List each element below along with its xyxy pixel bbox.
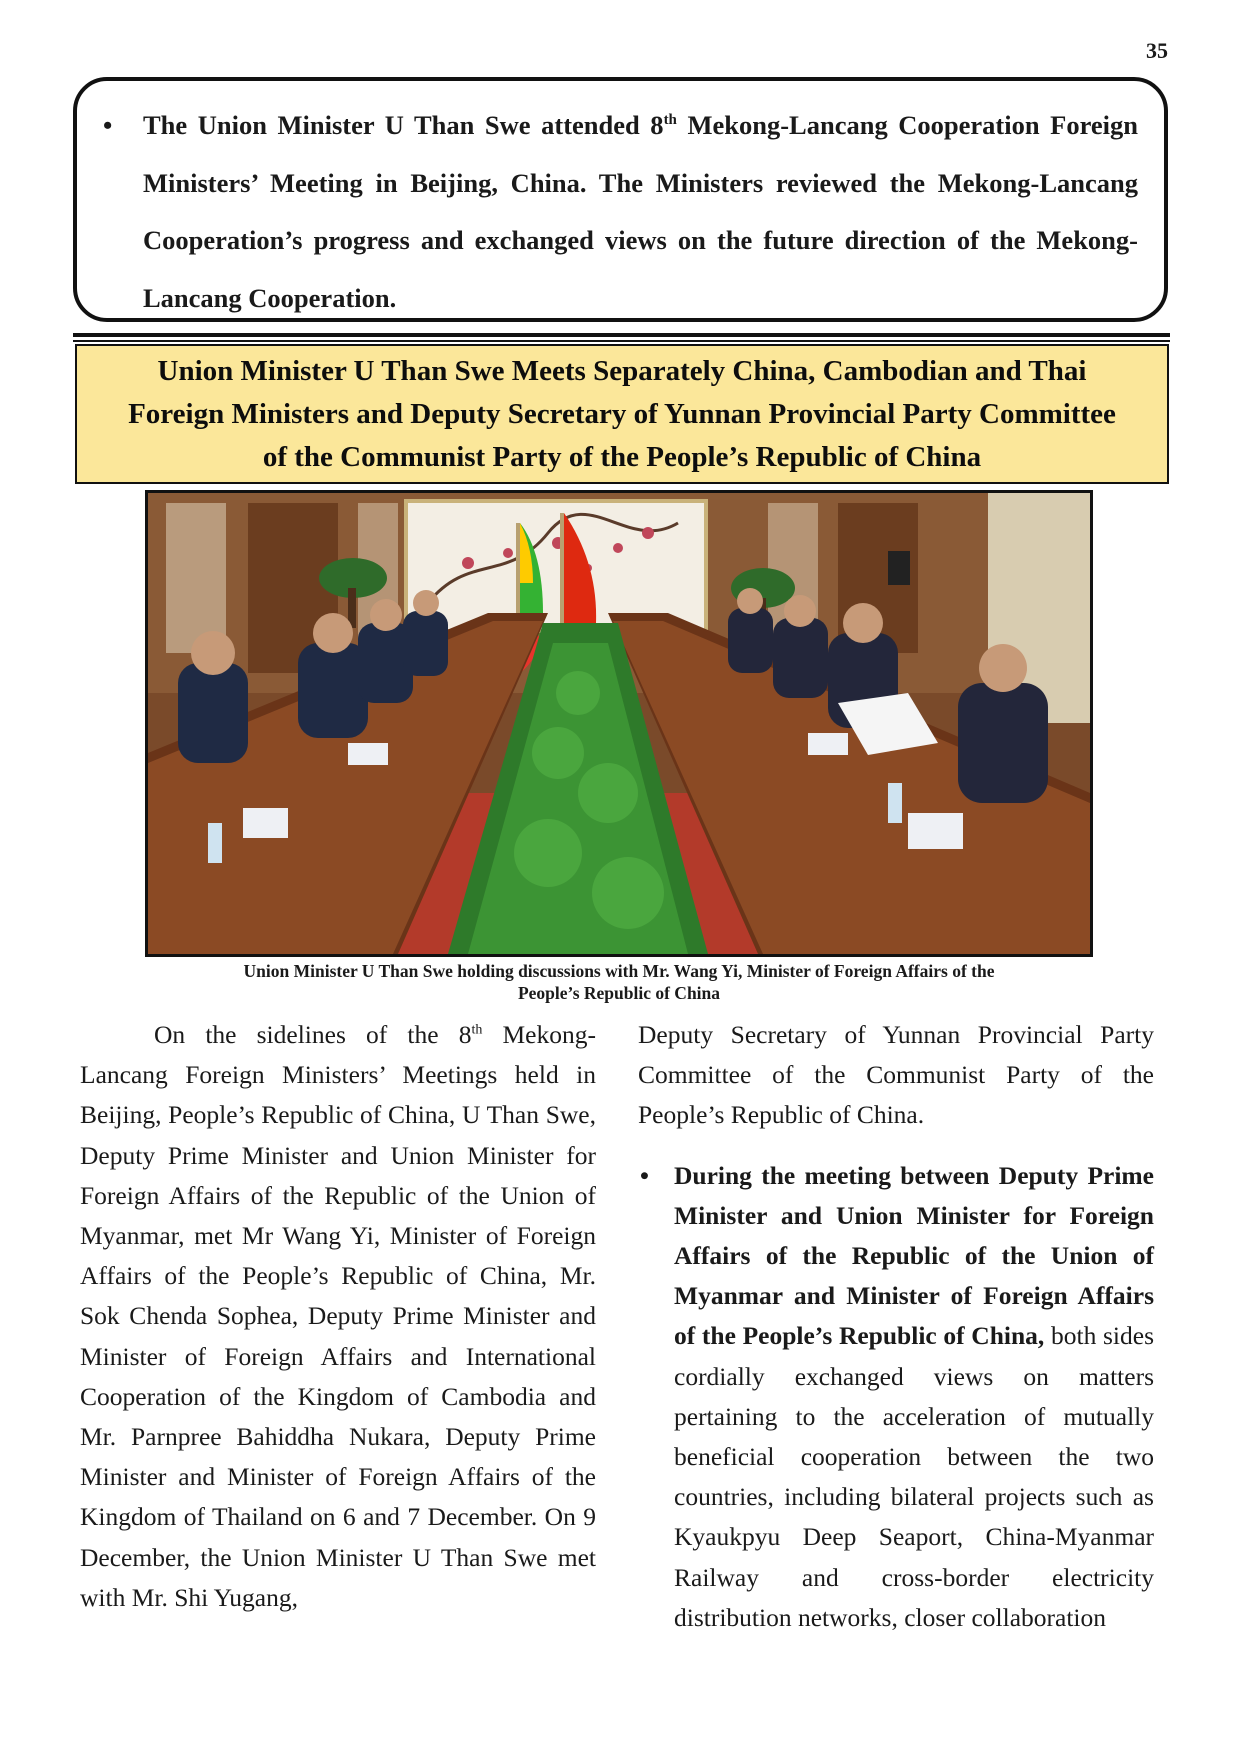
page-number: 35 (1146, 38, 1168, 63)
photo-caption (145, 960, 1093, 1004)
summary-list (103, 97, 1138, 327)
article-bullet (638, 1156, 1154, 1638)
photo-caption-line-1: Union Minister U Than Swe holding discussions with Mr. Wang Yi, Minister of Foreign Affairs of the (243, 961, 995, 981)
article-bullet-text: both sides cordially exchanged views on matters pertaining to the acceleration of mutually beneficial cooperation between the two countries, including bilateral projects such as Kyaukpyu Deep Seaport, China-Myanmar Railway and cross-border electricity distribution networks, closer collaboration (674, 1321, 1154, 1632)
article-left-start: On the sidelines of the 8 (154, 1020, 472, 1049)
headline (128, 350, 1116, 479)
divider-thick (73, 333, 1170, 337)
article-column-right (638, 1015, 1154, 1638)
meeting-photo (145, 490, 1093, 957)
article-left-superscript: th (471, 1022, 483, 1038)
headline-line-2: Foreign Ministers and Deputy Secretary of Yunnan Provincial Party Committee (128, 397, 1116, 430)
summary-text-end: Mekong-Lancang Cooperation Foreign Ministers’ Meeting in Beijing, China. The Ministers reviewed the Mekong-Lancang Cooperation’s progress and exchanged views on the future direction of the Mekong-Lancang Cooperation. (143, 110, 1138, 313)
photo-caption-line-2: People’s Republic of China (517, 983, 721, 1003)
summary-text-start: The Union Minister U Than Swe attended 8 (143, 110, 664, 140)
article-paragraph-right: Deputy Secretary of Yunnan Provincial Party Committee of the Communist Party of the People’s Republic of China. (638, 1020, 1154, 1130)
divider-thin (73, 340, 1170, 342)
article-left-end: Mekong-Lancang Foreign Ministers’ Meetings held in Beijing, People’s Republic of China, U Than Swe, Deputy Prime Minister and Union Minister for Foreign Affairs of the Republic of the Union of Myanmar, met Mr Wang Yi, Minister of Foreign Affairs of the People’s Republic of China, Mr. Sok Chenda Sophea, Deputy Prime Minister and Minister of Foreign Affairs and International Cooperation of the Kingdom of Cambodia and Mr. Parnpree Bahiddha Nukara, Deputy Prime Minister and Minister of Foreign Affairs of the Kingdom of Thailand on 6 and 7 December. On 9 December, the Union Minister U Than Swe met with Mr. Shi Yugang, (80, 1020, 596, 1612)
summary-bullet (103, 97, 1138, 327)
headline-box (75, 344, 1169, 484)
article-bullet-bold: During the meeting between Deputy Prime Minister and Union Minister for Foreign Affairs of the Republic of the Union of Myanmar and Minister of Foreign Affairs of the People’s Republic of China, (674, 1160, 1154, 1351)
summary-superscript: th (663, 112, 677, 129)
summary-box (73, 77, 1168, 322)
article-column-left (80, 1015, 596, 1618)
headline-line-3: of the Communist Party of the People’s Republic of China (262, 440, 982, 473)
article-paragraph-left (80, 1015, 596, 1618)
meeting-photo-illustration (148, 493, 1090, 954)
headline-line-1: Union Minister U Than Swe Meets Separately China, Cambodian and Thai (157, 354, 1087, 387)
